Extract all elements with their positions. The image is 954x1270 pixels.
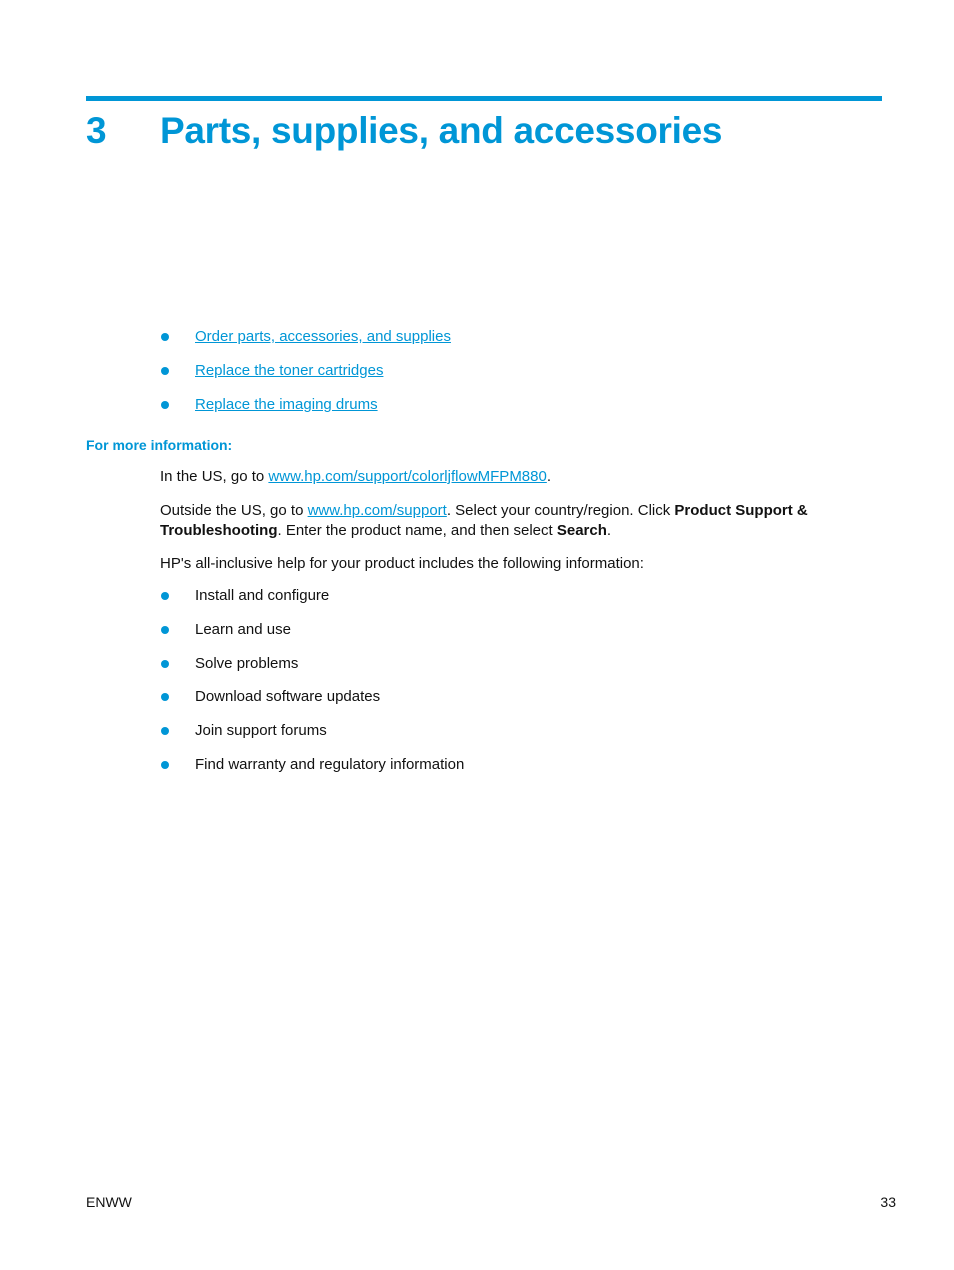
help-topic: Solve problems <box>195 654 299 672</box>
more-info-heading: For more information: <box>86 437 233 453</box>
product-support-label: Product Support & Troubleshooting <box>160 502 808 539</box>
outside-us-paragraph <box>160 501 820 540</box>
us-support-link[interactable]: www.hp.com/support/colorljflowMFPM880 <box>268 468 547 485</box>
us-support-paragraph <box>160 467 820 487</box>
outside-us-text-2: . Select your country/region. Click <box>446 502 675 519</box>
outside-us-text: Outside the US, go to <box>160 502 308 519</box>
bullet-icon <box>161 333 169 341</box>
search-label: Search <box>556 521 607 539</box>
us-support-period: . <box>546 468 552 485</box>
bullet-icon <box>161 660 169 668</box>
help-topic: Install and configure <box>195 587 330 604</box>
chapter-title: Parts, supplies, and accessories <box>160 110 723 151</box>
link-replace-toner[interactable]: Replace the toner cartridges <box>195 361 384 379</box>
outside-us-period: . <box>606 521 612 539</box>
outside-us-support-link[interactable]: www.hp.com/support <box>307 502 447 519</box>
chapter-number: 3 <box>86 110 107 151</box>
us-support-text: In the US, go to <box>160 468 269 485</box>
help-topic: Join support forums <box>195 722 327 740</box>
bullet-icon <box>161 401 169 409</box>
bullet-icon <box>161 367 169 375</box>
help-topic: Find warranty and regulatory information <box>195 755 465 773</box>
footer-label: ENWW <box>86 1194 132 1210</box>
link-order-parts[interactable]: Order parts, accessories, and supplies <box>195 328 451 345</box>
bullet-icon <box>161 761 169 769</box>
help-topic: Learn and use <box>195 620 291 638</box>
outside-us-text-3: . Enter the product name, and then select <box>277 521 557 539</box>
page-number: 33 <box>880 1194 896 1210</box>
chapter-rule <box>86 96 882 101</box>
help-intro-paragraph: HP's all-inclusive help for your product includes the following information: <box>160 555 644 572</box>
link-replace-drums[interactable]: Replace the imaging drums <box>195 395 378 413</box>
bullet-icon <box>161 626 169 634</box>
bullet-icon <box>161 693 169 701</box>
bullet-icon <box>161 592 169 600</box>
help-topic: Download software updates <box>195 688 381 706</box>
bullet-icon <box>161 727 169 735</box>
